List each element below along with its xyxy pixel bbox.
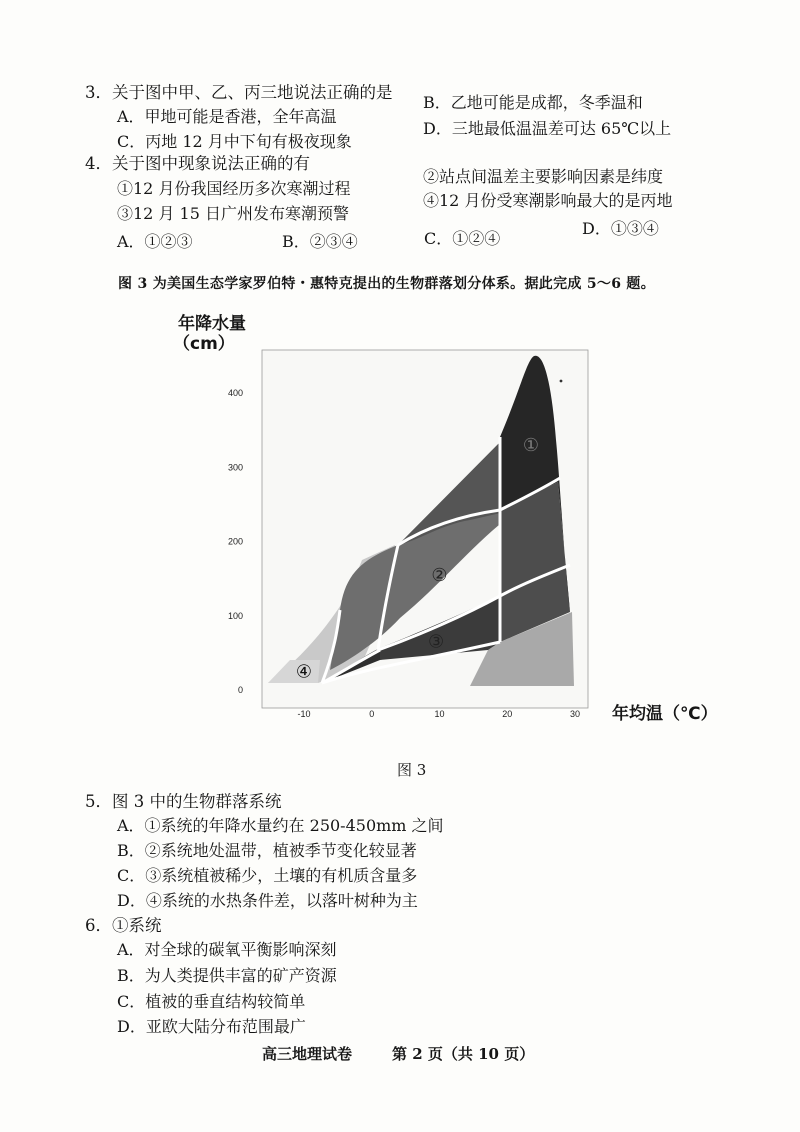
q4-item-2: ②站点间温差主要影响因素是纬度 [423, 167, 664, 186]
y-axis-unit: （cm） [173, 334, 235, 354]
y-tick-label: 400 [227, 388, 243, 398]
q4-item-1: ①12 月份我国经历多次寒潮过程 [117, 179, 351, 198]
q5-stem: 5．图 3 中的生物群落系统 [85, 792, 282, 811]
region-label-2: ② [431, 564, 448, 586]
y-tick-label: 0 [237, 685, 243, 695]
footer-title: 高三地理试卷 [262, 1045, 353, 1063]
q4-option-c: C．①②④ [424, 229, 501, 248]
q3-option-d: D．三地最低温温差可达 65℃以上 [423, 119, 672, 138]
q4-item-4: ④12 月份受寒潮影响最大的是丙地 [423, 191, 673, 210]
x-axis-title: 年均温（℃） [612, 704, 718, 724]
q6-option-a: A．对全球的碳氧平衡影响深刻 [117, 940, 337, 959]
q6-option-b: B．为人类提供丰富的矿产资源 [117, 966, 337, 985]
q6-option-c: C．植被的垂直结构较简单 [117, 992, 306, 1011]
q4-option-d: D．①③④ [582, 219, 659, 238]
q4-option-a: A．①②③ [117, 232, 193, 251]
q6-option-d: D．亚欧大陆分布范围最广 [117, 1017, 306, 1036]
region-label-1: ① [522, 434, 540, 456]
x-tick-label: 20 [502, 709, 513, 719]
x-tick-label: 0 [369, 709, 375, 719]
region-label-3: ③ [428, 631, 445, 653]
x-tick-label: 10 [434, 709, 445, 719]
q5-option-c: C．③系统植被稀少，土壤的有机质含量多 [117, 866, 418, 885]
y-tick-label: 200 [227, 536, 243, 547]
q4-stem: 4．关于图中现象说法正确的有 [85, 154, 310, 173]
y-tick-label: 300 [227, 462, 243, 473]
q6-stem: 6．①系统 [85, 916, 162, 935]
x-tick-label: -10 [297, 709, 311, 719]
footer-page: 第 2 页（共 10 页） [392, 1045, 535, 1063]
y-axis-title: 年降水量 [178, 314, 246, 334]
q3-option-b: B．乙地可能是成都，冬季温和 [423, 93, 643, 112]
q3-option-c: C．丙地 12 月中下旬有极夜现象 [117, 132, 352, 151]
figure-intro: 图 3 为美国生态学家罗伯特・惠特克提出的生物群落划分体系。据此完成 5～6 题。 [118, 276, 656, 292]
q3-stem: 3．关于图中甲、乙、丙三地说法正确的是 [85, 83, 393, 102]
q5-option-d: D．④系统的水热条件差，以落叶树种为主 [117, 891, 418, 910]
q5-option-a: A．①系统的年降水量约在 250-450mm 之间 [117, 816, 444, 835]
peak-dot [560, 380, 563, 383]
x-tick-label: 30 [569, 709, 581, 719]
q4-option-b: B．②③④ [282, 232, 358, 251]
region-label-4: ④ [295, 661, 313, 683]
y-tick-label: 100 [227, 610, 243, 621]
q4-item-3: ③12 月 15 日广州发布寒潮预警 [117, 204, 349, 223]
figure-caption: 图 3 [397, 761, 427, 779]
q3-option-a: A．甲地可能是香港，全年高温 [117, 107, 337, 126]
q5-option-b: B．②系统地处温带，植被季节变化较显著 [117, 841, 417, 860]
